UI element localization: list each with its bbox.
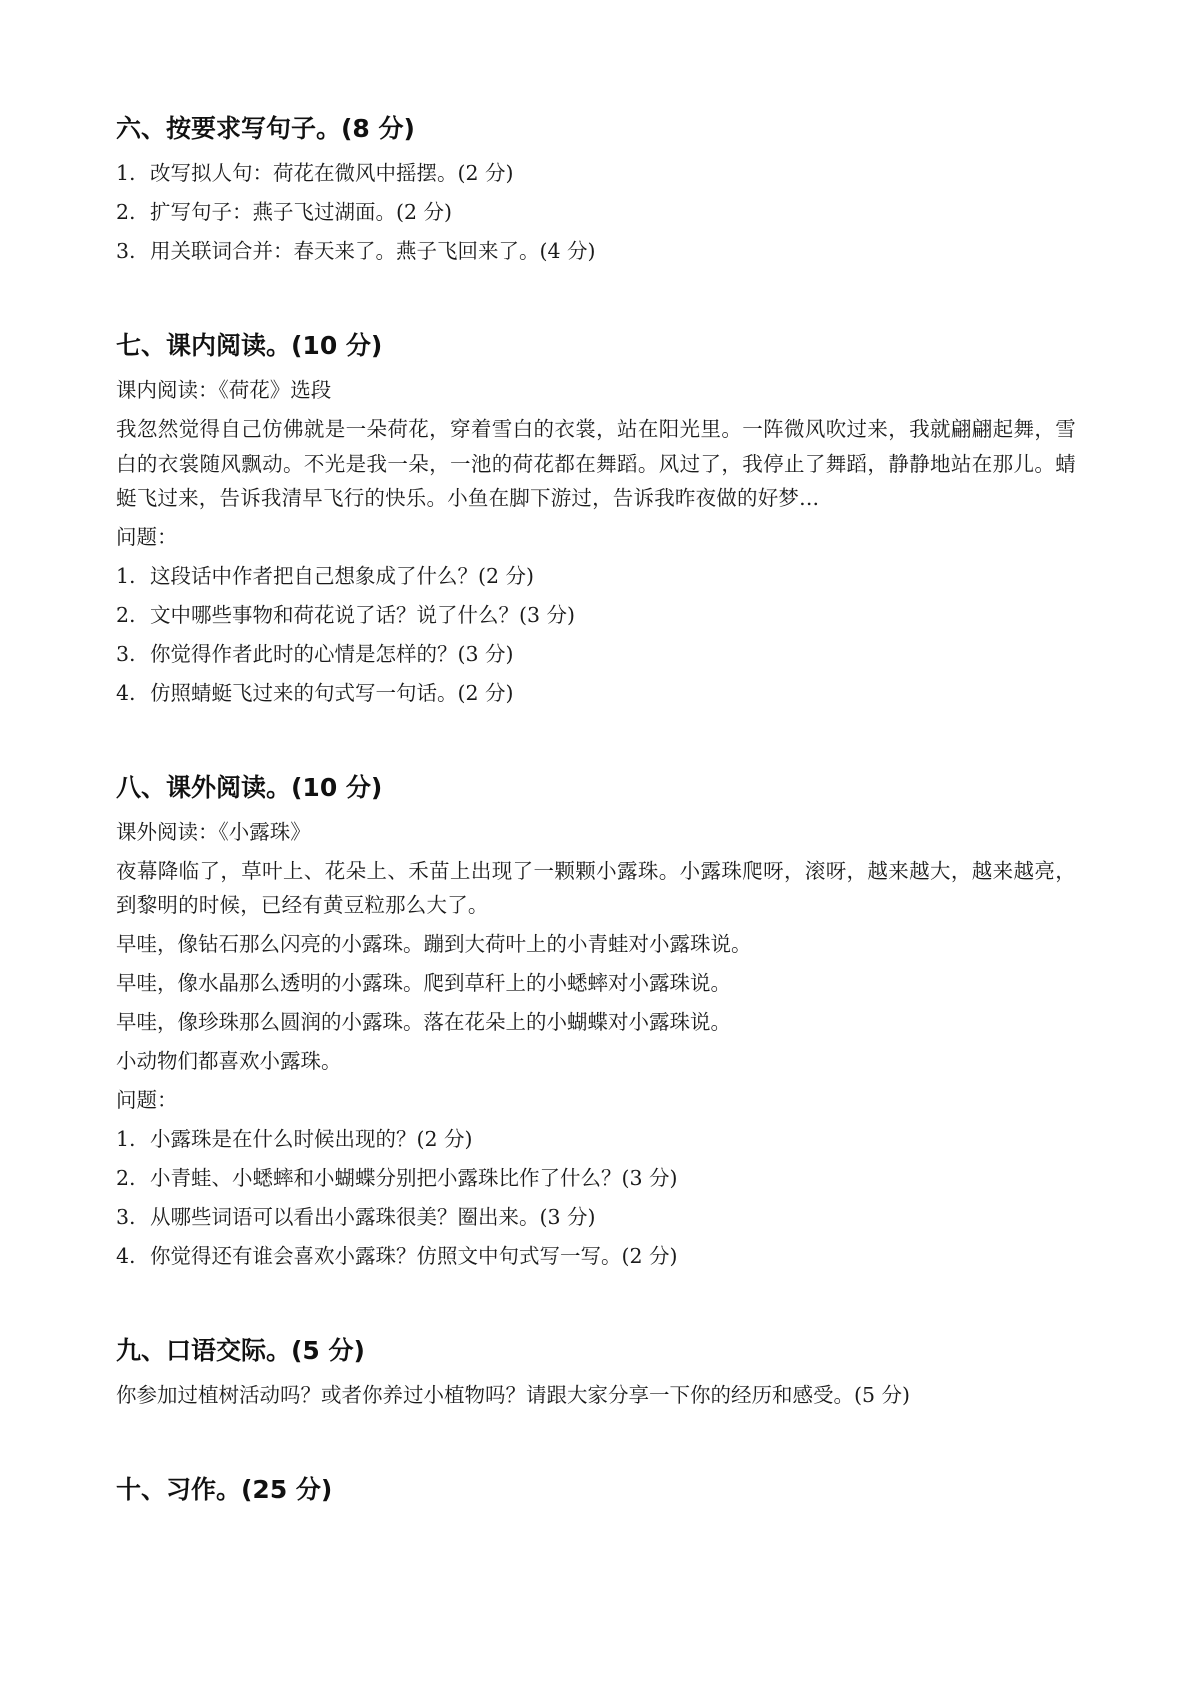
section-oral-communication — [116, 1334, 1076, 1415]
reading-passage-line: 早哇，像水晶那么透明的小露珠。爬到草秆上的小蟋蟀对小露珠说。 — [116, 970, 731, 995]
question-number: 3. — [116, 1204, 136, 1229]
reading-source: 课外阅读：《小露珠》 — [116, 819, 311, 844]
question-item — [116, 154, 1076, 193]
question-item — [116, 557, 1076, 596]
question-number: 2. — [116, 602, 136, 627]
section-title: 六、按要求写句子。(8 分) — [116, 114, 415, 143]
question-text: 文中哪些事物和荷花说了话？说了什么？(3 分) — [150, 602, 576, 627]
question-item — [116, 1120, 1076, 1159]
section-title: 十、习作。(25 分) — [116, 1474, 333, 1504]
question-number: 2. — [116, 1165, 136, 1190]
reading-source: 课内阅读：《荷花》选段 — [116, 378, 332, 402]
reading-passage: 我忽然觉得自己仿佛就是一朵荷花，穿着雪白的衣裳，站在阳光里。一阵微风吹过来，我就翩翩起舞，雪白的衣裳随风飘动。不光是我一朵，一池的荷花都在舞蹈。风过了，我停止了舞蹈，静静地站在那儿。蜻蜓飞过来，告诉我清早飞行的快乐。小鱼在脚下游过，告诉我昨夜做的好梦... — [116, 417, 1076, 510]
question-number: 3. — [116, 239, 136, 263]
reading-passage-line: 早哇，像钻石那么闪亮的小露珠。蹦到大荷叶上的小青蛙对小露珠说。 — [116, 931, 752, 956]
question-text: 从哪些词语可以看出小露珠很美？圈出来。(3 分) — [150, 1204, 596, 1229]
question-number: 1. — [116, 563, 136, 588]
oral-prompt: 你参加过植树活动吗？或者你养过小植物吗？请跟大家分享一下你的经历和感受。(5 分) — [116, 1382, 911, 1407]
question-number: 3. — [116, 641, 136, 666]
section-composition — [116, 1473, 1076, 1507]
question-text: 这段话中作者把自己想象成了什么？(2 分) — [150, 563, 535, 588]
reading-passage-line: 夜幕降临了，草叶上、花朵上、禾苗上出现了一颗颗小露珠。小露珠爬呀，滚呀，越来越大，越来越亮，到黎明的时候，已经有黄豆粒那么大了。 — [116, 858, 1076, 917]
section-in-class-reading — [116, 329, 1076, 713]
question-number: 4. — [116, 1243, 136, 1268]
question-item — [116, 635, 1076, 674]
section-title: 七、课内阅读。(10 分) — [116, 331, 383, 360]
questions-label: 问题： — [116, 524, 178, 549]
question-item — [116, 1198, 1076, 1237]
question-number: 1. — [116, 161, 136, 185]
question-item — [116, 1237, 1076, 1276]
question-text: 用关联词合并：春天来了。燕子飞回来了。(4 分) — [150, 239, 596, 263]
section-title: 九、口语交际。(5 分) — [116, 1335, 365, 1365]
question-number: 1. — [116, 1126, 136, 1151]
exam-page — [116, 112, 1076, 1515]
question-text: 你觉得作者此时的心情是怎样的？(3 分) — [150, 641, 514, 666]
question-text: 改写拟人句：荷花在微风中摇摆。(2 分) — [150, 161, 514, 185]
reading-passage-line: 早哇，像珍珠那么圆润的小露珠。落在花朵上的小蝴蝶对小露珠说。 — [116, 1009, 731, 1034]
question-text: 你觉得还有谁会喜欢小露珠？仿照文中句式写一写。(2 分) — [150, 1243, 678, 1268]
question-item — [116, 674, 1076, 713]
question-item — [116, 1159, 1076, 1198]
section-rewrite-sentences — [116, 112, 1076, 271]
question-item — [116, 596, 1076, 635]
question-text: 小青蛙、小蟋蟀和小蝴蝶分别把小露珠比作了什么？(3 分) — [150, 1165, 678, 1190]
section-title: 八、课外阅读。(10 分) — [116, 772, 383, 802]
section-extracurricular-reading — [116, 771, 1076, 1276]
questions-label: 问题： — [116, 1087, 178, 1112]
question-number: 2. — [116, 200, 136, 224]
reading-passage-line: 小动物们都喜欢小露珠。 — [116, 1048, 342, 1073]
question-item — [116, 193, 1076, 232]
question-text: 扩写句子：燕子飞过湖面。(2 分) — [150, 200, 453, 224]
question-text: 仿照蜻蜓飞过来的句式写一句话。(2 分) — [150, 680, 514, 705]
question-number: 4. — [116, 680, 136, 705]
question-item — [116, 232, 1076, 271]
question-text: 小露珠是在什么时候出现的？(2 分) — [150, 1126, 473, 1151]
